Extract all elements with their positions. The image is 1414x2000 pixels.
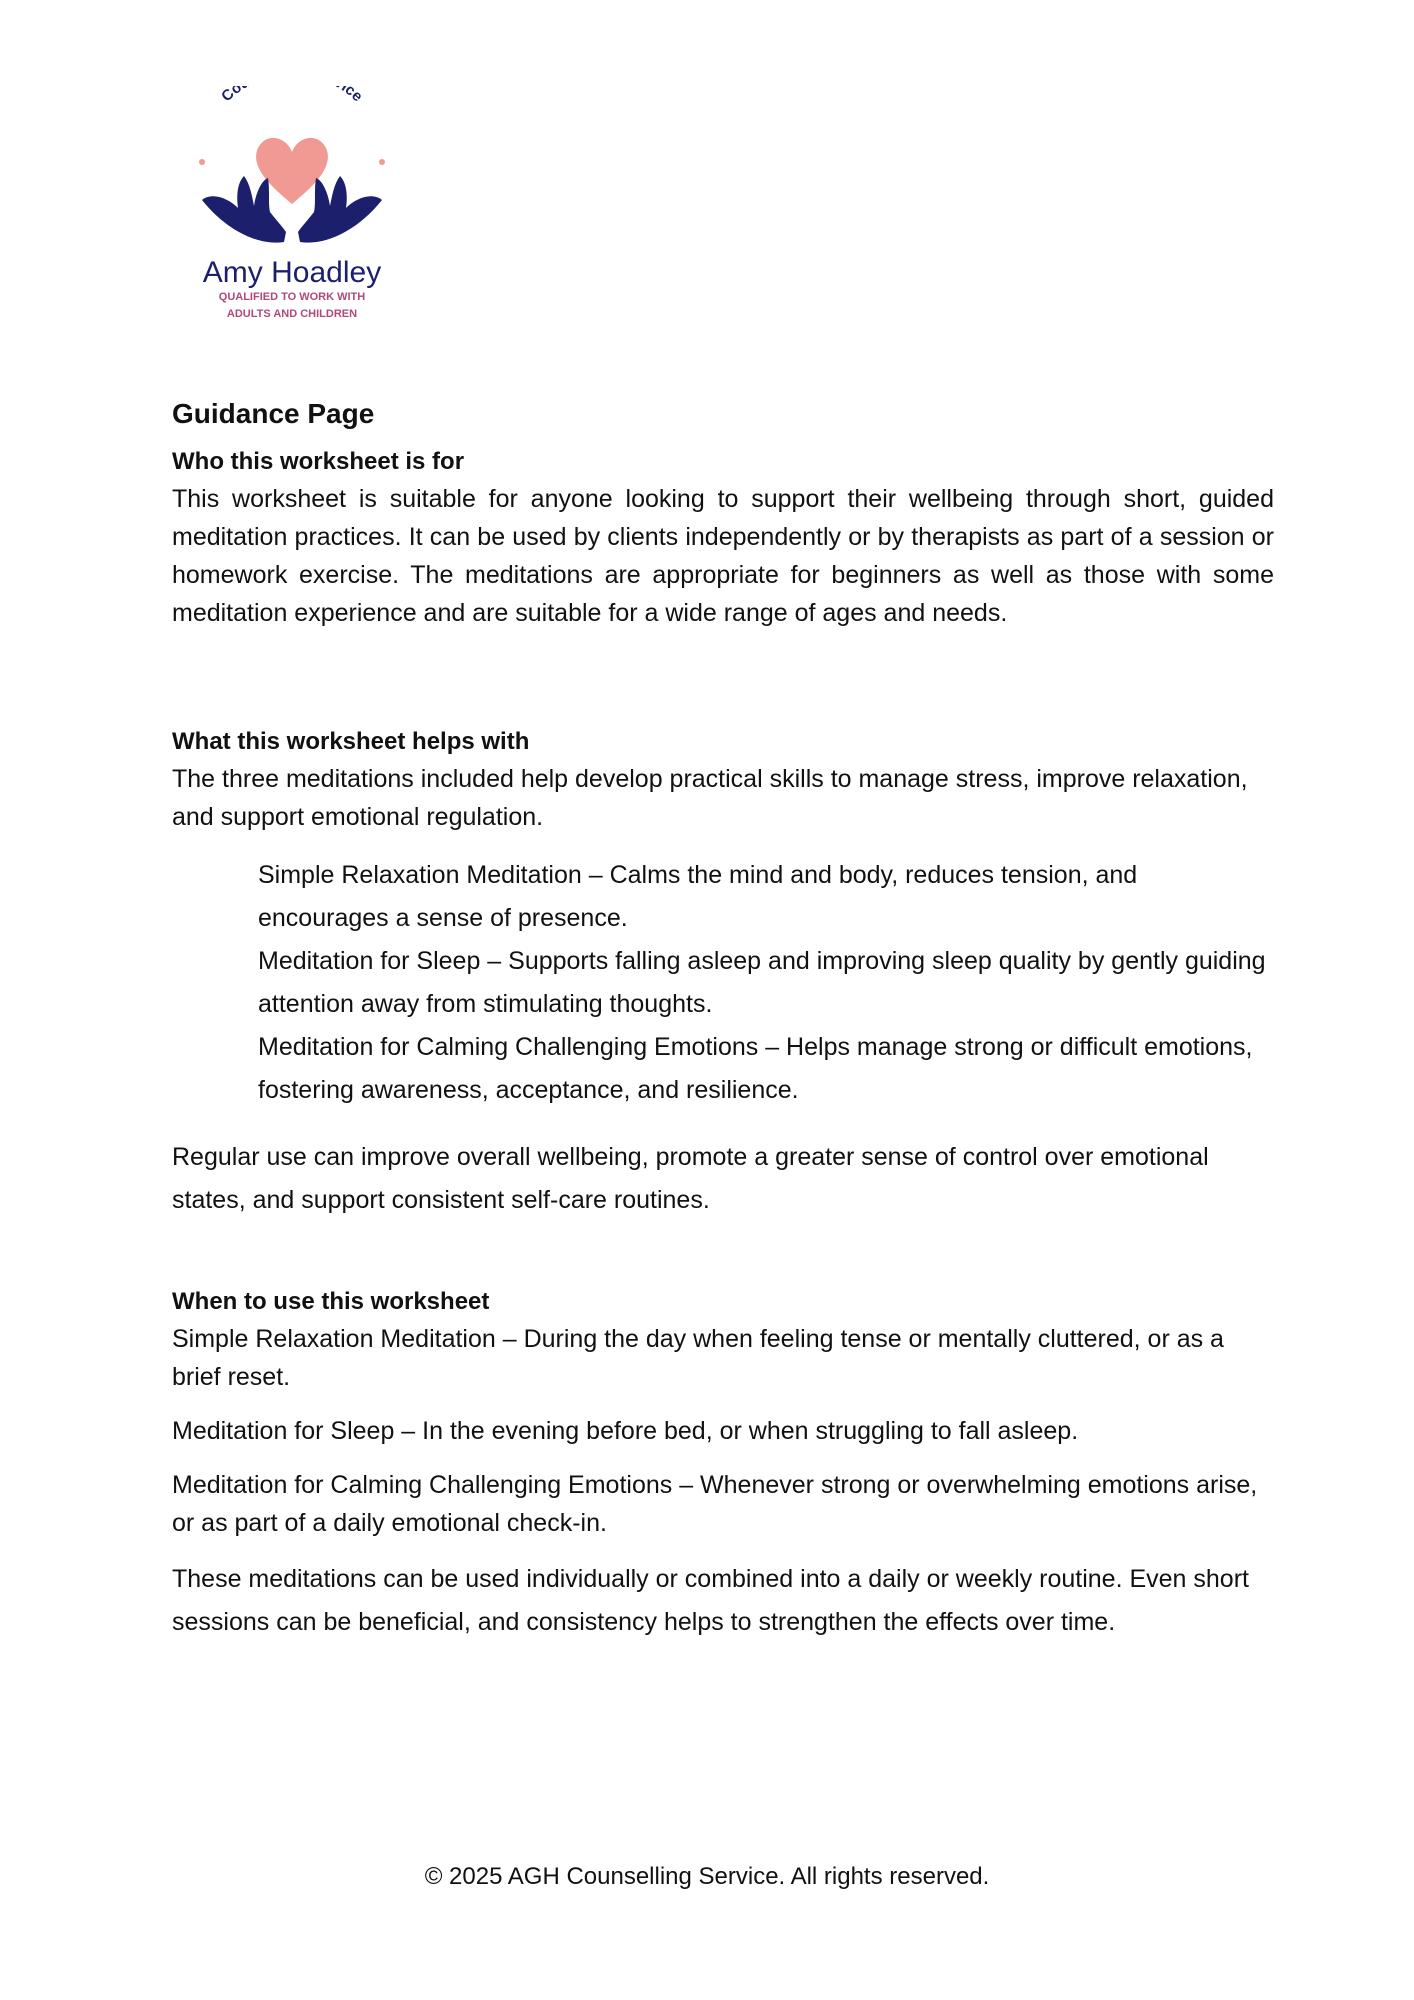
meditation-benefits-list [258, 854, 1274, 1112]
section-when-outro: These meditations can be used individually or combined into a daily or weekly routine. Even short sessions can be beneficial, and consistency helps to strengthen the effects over time. [172, 1565, 1249, 1636]
logo-tagline-line1: QUALIFIED TO WORK WITH [218, 291, 366, 303]
copyright-footer: © 2025 AGH Counselling Service. All rights reserved. [424, 1863, 990, 1890]
list-item: Meditation for Calming Challenging Emotions – Helps manage strong or difficult emotions, fostering awareness, acceptance, and resilience. [258, 1033, 1253, 1104]
section-who-heading: Who this worksheet is for [172, 448, 465, 475]
section-when-item: Meditation for Sleep – In the evening before bed, or when struggling to fall asleep. [172, 1417, 1079, 1445]
logo-arc-text: Co ice [218, 86, 366, 106]
section-who [172, 444, 1274, 632]
section-when-item: Meditation for Calming Challenging Emotions – Whenever strong or overwhelming emotions arise, or as part of a daily emotional check-in. [172, 1471, 1258, 1537]
section-what-intro: The three meditations included help develop practical skills to manage stress, improve relaxation, and support emotional regulation. [172, 765, 1248, 831]
list-item: Meditation for Sleep – Supports falling asleep and improving sleep quality by gently guiding attention away from stimulating thoughts. [258, 947, 1266, 1018]
page-title: Guidance Page [172, 398, 375, 429]
section-when-item: Simple Relaxation Meditation – During the day when feeling tense or mentally cluttered, or as a brief reset. [172, 1325, 1224, 1391]
document-body [172, 394, 1274, 1644]
list-item: Simple Relaxation Meditation – Calms the mind and body, reduces tension, and encourages a sense of presence. [258, 861, 1138, 932]
section-what-heading: What this worksheet helps with [172, 728, 530, 755]
logo-tagline-line2: ADULTS AND CHILDREN [226, 308, 358, 320]
logo [172, 86, 412, 326]
section-when [172, 1284, 1274, 1644]
section-what-outro: Regular use can improve overall wellbeing, promote a greater sense of control over emotional states, and support consistent self-care routines. [172, 1143, 1209, 1214]
section-what [172, 724, 1274, 1222]
section-who-body: This worksheet is suitable for anyone looking to support their wellbeing through short, guided meditation practices. It can be used by clients independently or by therapists as part of a session or homework exercise. The meditations are appropriate for beginners as well as those with some meditation experience and are suitable for a wide range of ages and needs. [172, 485, 1274, 627]
section-when-heading: When to use this worksheet [172, 1288, 490, 1315]
logo-name: Amy Hoadley [202, 256, 382, 289]
counselling-logo-graphic [172, 86, 412, 326]
